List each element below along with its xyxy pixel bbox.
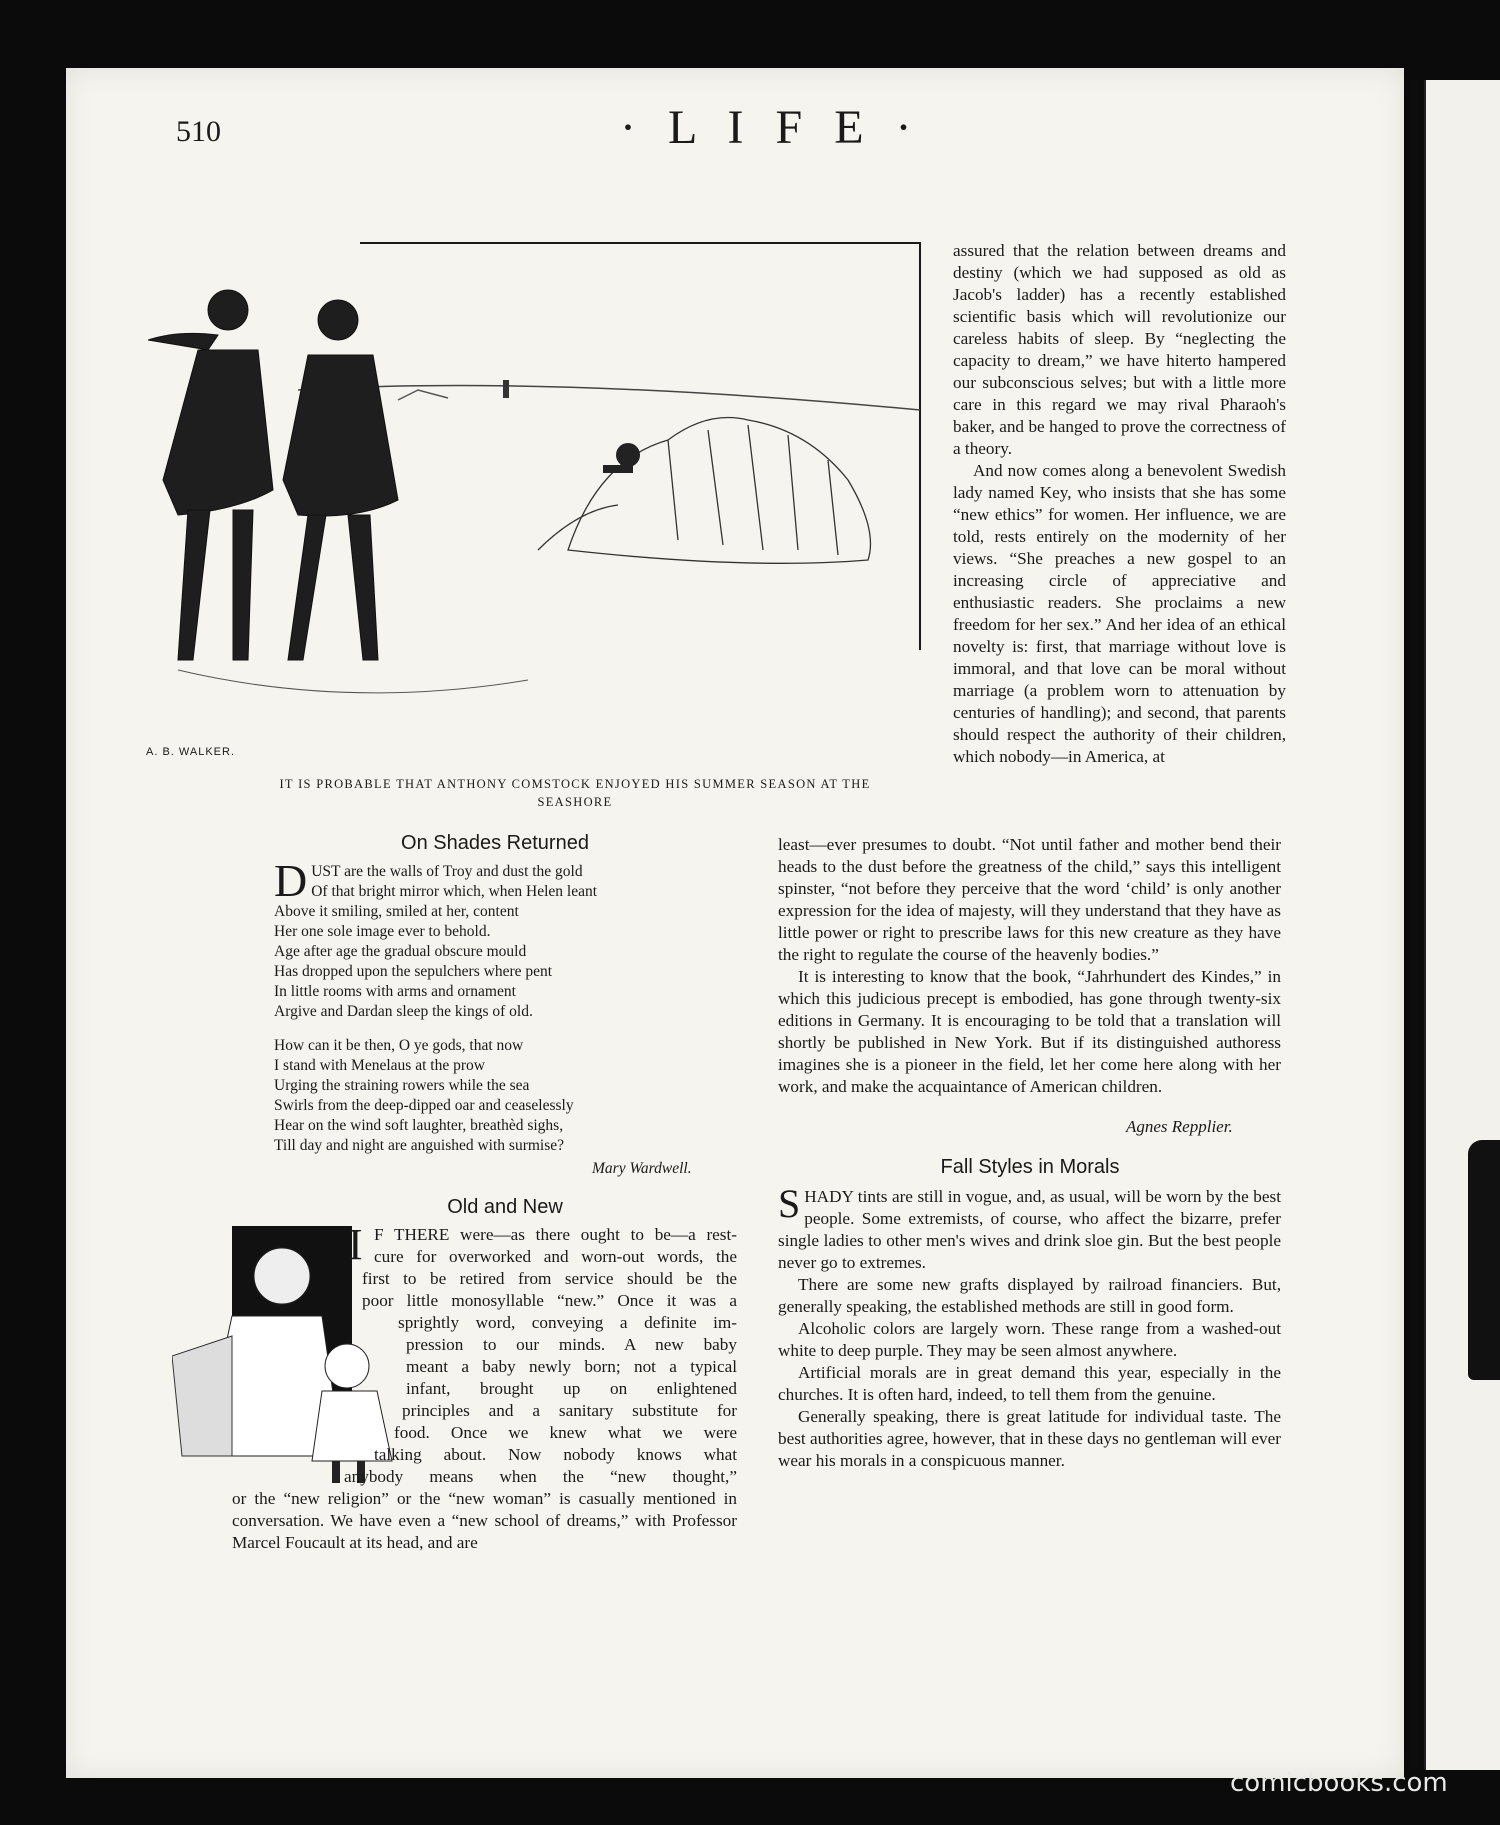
- poem-line: UST are the walls of Troy and dust the gold: [311, 863, 583, 880]
- article-line: poor little monosyllable “new.” Once it was a: [362, 1291, 737, 1310]
- essay-paragraph: least—ever presumes to doubt. “Not until father and mother bend their heads to the dust before the greatness of the child,” says this intelligent spinster, “not before they perceive that the word ‘child’ is only another expression for the idea of majesty, will they understand that they have as little power or right to prescribe laws for this new creature as they have the right to regulate the course of the heavenly bodies.”: [778, 835, 1281, 964]
- page-gutter: [1410, 80, 1418, 1770]
- poem-line: Till day and night are anguished with surmise?: [274, 1137, 565, 1154]
- poem-line: Hear on the wind soft laughter, breathèd sighs,: [274, 1117, 564, 1134]
- peeping-figure: [603, 443, 640, 473]
- poem-on-shades-returned: [274, 855, 734, 1170]
- poem-author: Mary Wardwell.: [592, 1160, 692, 1177]
- poem-line: Her one sole image ever to behold.: [274, 923, 491, 940]
- article-paragraph-text: HADY tints are still in vogue, and, as usual, will be worn by the best people. Some extremists, of course, who affect the bizarre, prefer single ladies to other men's wives and drink sloe gin. But the best people never go to extremes.: [778, 1187, 1281, 1272]
- poem-dropcap: D: [274, 855, 308, 906]
- essay-paragraph: And now comes along a benevolent Swedish lady named Key, who insists that she has some “new ethics” for women. Her influence, we are told, rests entirely on the modernity of her views. “She preaches a new gospel to an increasing circle of appreciative and enthusiastic readers. She proclaims a new freedom for her sex.” And her idea of an ethical novelty is: first, that marriage without love is immoral, and that love can be moral without marriage (a problem worn to attenuation by centuries of handling); and second, that parents should respect the authority of their children, which nobody—in America, at: [953, 461, 1286, 766]
- poem-line: I stand with Menelaus at the prow: [274, 1057, 485, 1074]
- fall-styles-article: [778, 1181, 1281, 1472]
- article-paragraph: There are some new grafts displayed by railroad financiers. But, generally speaking, the established methods are still in good form.: [778, 1275, 1281, 1316]
- seashore-illustration: [148, 240, 923, 750]
- old-and-new-dropcap: I: [348, 1220, 363, 1269]
- fall-styles-title: Fall Styles in Morals: [940, 1156, 1120, 1178]
- article-paragraph: Generally speaking, there is great latitude for individual taste. The best authorities agree, however, that in these days no gentleman will ever wear his morals in a conspicuous manner.: [778, 1407, 1281, 1470]
- old-and-new-article: [232, 1220, 737, 1554]
- essay-signature: Agnes Repplier.: [1126, 1117, 1233, 1136]
- article-line: anybody means when the “new thought,”: [344, 1467, 737, 1486]
- article-line: meant a baby newly born; not a typical: [406, 1357, 737, 1376]
- essay-column-lower: [778, 834, 1281, 1098]
- article-paragraph: Alcoholic colors are largely worn. These range from a washed-out white to deep purple. They may be seen almost anywhere.: [778, 1319, 1281, 1360]
- poem-line: Above it smiling, smiled at her, content: [274, 903, 519, 920]
- rocks: [538, 418, 871, 564]
- fall-styles-dropcap: S: [778, 1181, 801, 1226]
- watermark: comicbooks.com: [1230, 1768, 1448, 1798]
- bather-right: [283, 300, 398, 660]
- page-number: 510: [176, 115, 221, 148]
- poem-stanza-2: [274, 1036, 734, 1156]
- caption-line-2: SEASHORE: [537, 795, 613, 809]
- article-line: food. Once we knew what we were: [394, 1423, 737, 1442]
- poem-line: How can it be then, O ye gods, that now: [274, 1037, 524, 1054]
- article-line: pression to our minds. A new baby: [406, 1335, 737, 1354]
- article-paragraph: Artificial morals are in great demand this year, especially in the churches. It is often hard, indeed, to tell them from the genuine.: [778, 1363, 1281, 1404]
- poem-stanza-1: [274, 855, 734, 1022]
- article-line: first to be retired from service should be the: [362, 1269, 737, 1288]
- article-line: or the “new religion” or the “new woman” is casually mentioned in conversation. We have even a “new school of dreams,” with Professor Marcel Foucault at its head, and are: [232, 1489, 737, 1552]
- article-line: principles and a sanitary substitute for: [402, 1401, 737, 1420]
- adjacent-page-edge: [1424, 80, 1500, 1770]
- poem-line: Argive and Dardan sleep the kings of old.: [274, 1003, 533, 1020]
- article-line: F THERE were—as there ought to be—a rest-: [374, 1225, 737, 1244]
- poem-line: Has dropped upon the sepulchers where pent: [274, 963, 553, 980]
- poem-title: On Shades Returned: [401, 832, 589, 854]
- article-line: infant, brought up on enlightened: [406, 1379, 737, 1398]
- poem-line: Urging the straining rowers while the sea: [274, 1077, 530, 1094]
- old-and-new-title: Old and New: [447, 1196, 563, 1218]
- article-line: cure for overworked and worn-out words, the: [374, 1247, 737, 1266]
- essay-paragraph: It is interesting to know that the book, “Jahrhundert des Kindes,” in which this judicious precept is embodied, has gone through twenty-six editions in Germany. It is encouraging to be told that a translation will shortly be published in New York. But if its distinguished authoress imagines she is a pioneer in the field, let her come here along with her work, and make the acquaintance of American children.: [778, 967, 1281, 1096]
- article-line: talking about. Now nobody knows what: [374, 1445, 737, 1464]
- caption-line-1: IT IS PROBABLE THAT ANTHONY COMSTOCK ENJOYED HIS SUMMER SEASON AT THE: [279, 777, 871, 791]
- bather-left: [148, 290, 273, 660]
- poem-line: Age after age the gradual obscure mould: [274, 943, 527, 960]
- masthead-life: · L I F E ·: [620, 101, 922, 154]
- illustration-caption: [230, 775, 920, 811]
- essay-column-upper: [953, 240, 1286, 768]
- artist-signature: A. B. WALKER.: [146, 746, 236, 758]
- adjacent-page-illustration-fragment: [1468, 1140, 1500, 1380]
- poem-line: In little rooms with arms and ornament: [274, 983, 516, 1000]
- adjacent-page-rule: [1424, 80, 1426, 1770]
- poem-line: Swirls from the deep-dipped oar and ceaselessly: [274, 1097, 574, 1114]
- article-line: sprightly word, conveying a definite im-: [398, 1313, 737, 1332]
- essay-paragraph: assured that the relation between dreams and destiny (which we had supposed as old as Jacob's ladder) has a recently established scientific basis which will revolutionize our careless habits of sleep. By “neglecting the capacity to dream,” we have hiterto hampered our subconscious selves; but with a little more care in this regard we may rival Pharaoh's baker, and be hanged to prove the correctness of a theory.: [953, 241, 1286, 458]
- article-paragraph: [778, 1181, 1281, 1274]
- poem-line: Of that bright mirror which, when Helen leant: [311, 883, 598, 900]
